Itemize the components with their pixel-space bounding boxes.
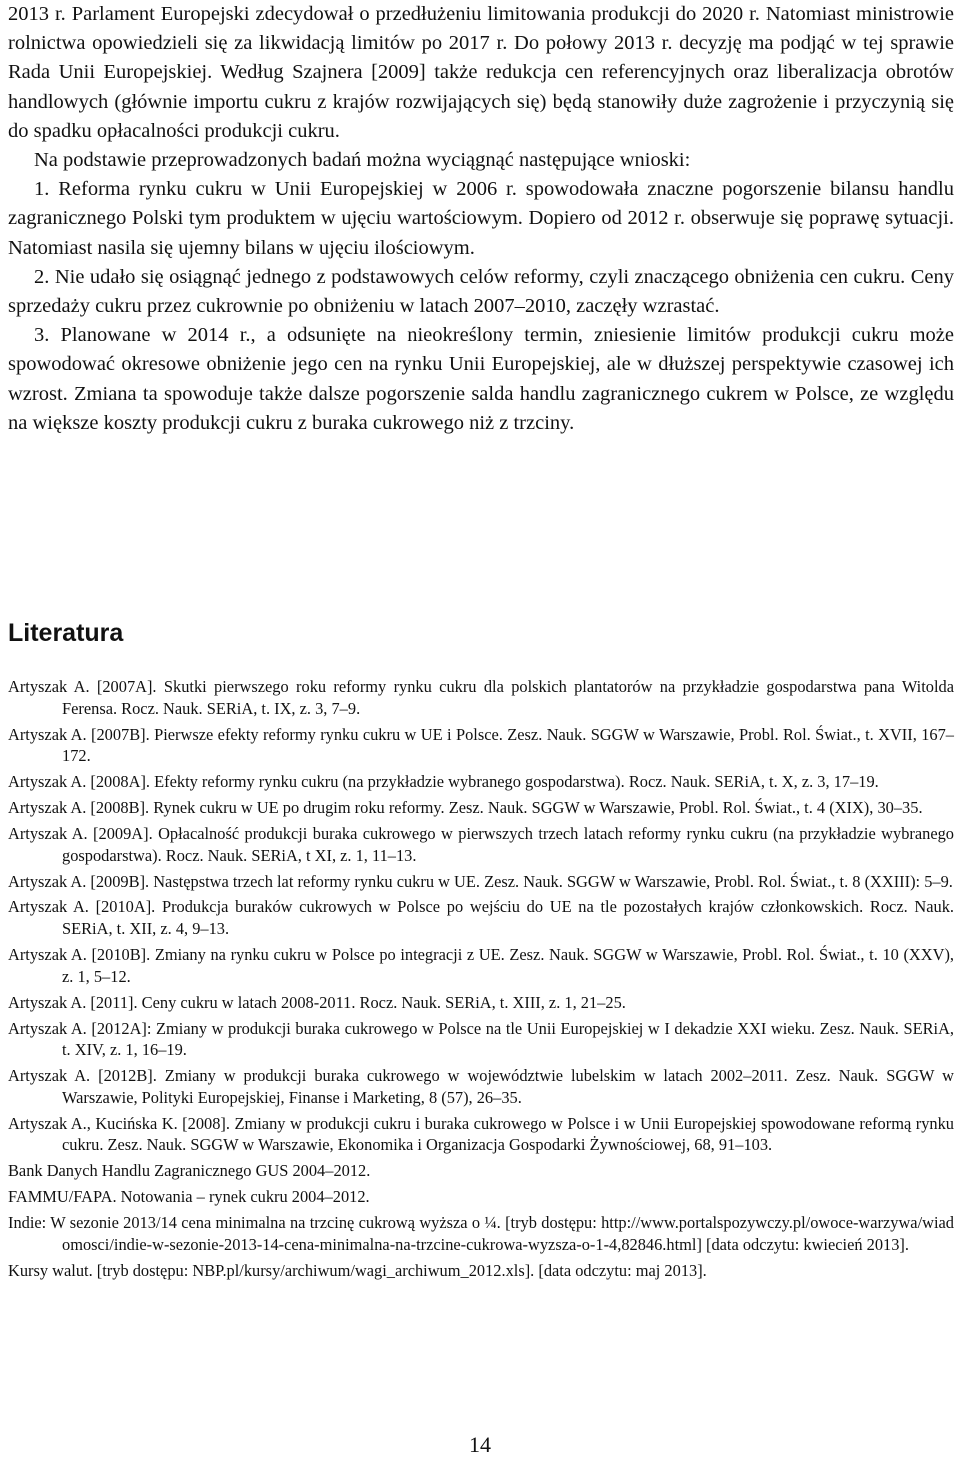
reference-item: Artyszak A. [2008A]. Efekty reformy rynku cukru (na przykładzie wybranego gospodarstwa). Rocz. Nauk. SERiA, t. X, z. 3, 17–19. — [8, 772, 879, 792]
page-number: 14 — [469, 1432, 491, 1457]
reference-item: Artyszak A. [2007A]. Skutki pierwszego roku reformy rynku cukru dla polskich plantatorów na przykładzie gospodarstwa pana Witolda Ferensa. Rocz. Nauk. SERiA, t. IX, z. 3, 7–9. — [8, 677, 954, 718]
reference-list — [8, 676, 954, 1286]
conclusions-lead: Na podstawie przeprowadzonych badań można wyciągnąć następujące wnioski: — [34, 149, 691, 172]
conclusion-2: 2. Nie udało się osiągnąć jednego z podstawowych celów reformy, czyli znaczącego obniżenia cen cukru. Ceny sprzedaży cukru przez cukrownie po obniżeniu w latach 2007–2010, zaczęły wzrastać. — [8, 265, 954, 318]
reference-item: Bank Danych Handlu Zagranicznego GUS 2004–2012. — [8, 1161, 371, 1181]
references-heading: Literatura — [8, 619, 124, 647]
reference-item: Artyszak A. [2012A]: Zmiany w produkcji buraka cukrowego w Polsce na tle Unii Europejskiej w I dekadzie XXI wieku. Zesz. Nauk. SERiA, t. XIV, z. 1, 16–19. — [8, 1018, 954, 1060]
reference-item: Artyszak A. [2012B]. Zmiany w produkcji buraka cukrowego w województwie lubelskim w latach 2002–2011. Zesz. Nauk. SGGW w Warszawie, Polityki Europejskiej, Finanse i Marketing, 8 (57), 26–35. — [8, 1066, 954, 1107]
reference-item: Artyszak A. [2010A]. Produkcja buraków cukrowych w Polsce po wejściu do UE na tle pozostałych krajów członkowskich. Rocz. Nauk. SERiA, t. XII, z. 4, 9–13. — [8, 897, 954, 939]
reference-item: FAMMU/FAPA. Notowania – rynek cukru 2004–2012. — [8, 1187, 370, 1207]
reference-item: Artyszak A. [2007B]. Pierwsze efekty reformy rynku cukru w UE i Polsce. Zesz. Nauk. SGGW w Warszawie, Probl. Rol. Świat., t. XVII, 167–172. — [8, 724, 954, 766]
reference-item: Artyszak A., Kucińska K. [2008]. Zmiany w produkcji cukru i buraka cukrowego w Polsce i w Unii Europejskiej spowodowane reformą rynku cukru. Zesz. Nauk. SGGW w Warszawie, Ekonomika i Organizacja Gospodarki Żywnościowej, 68, 91–103. — [8, 1113, 954, 1155]
reference-item: Artyszak A. [2009A]. Opłacalność produkcji buraka cukrowego w pierwszych trzech latach reformy rynku cukru (na przykładzie wybranego gospodarstwa). Rocz. Nauk. SERiA, t XI, z. 1, 11–13. — [8, 823, 954, 865]
reference-item: Indie: W sezonie 2013/14 cena minimalna na trzcinę cukrową wyższa o ¼. [tryb dostępu: http://www.portalspozywczy.pl/owoce-warzywa/wiadomosci/indie-w-sezonie-2013-14-cena-minimalna-na-trzcine-cukrowa-wyzsza-o-1-4,82846.html] [data odczytu: kwiecień 2013]. — [8, 1213, 954, 1254]
reference-item: Artyszak A. [2011]. Ceny cukru w latach 2008-2011. Rocz. Nauk. SERiA, t. XIII, z. 1, 21–25. — [8, 992, 626, 1012]
conclusion-1: 1. Reforma rynku cukru w Unii Europejskiej w 2006 r. spowodowała znaczne pogorszenie bilansu handlu zagranicznego Polski tym produktem w ujęciu wartościowym. Dopiero od 2012 r. obserwuje się poprawę sytuacji. Natomiast nasila się ujemny bilans w ujęciu ilościowym. — [8, 178, 954, 259]
reference-item: Artyszak A. [2010B]. Zmiany na rynku cukru w Polsce po integracji z UE. Zesz. Nauk. SGGW w Warszawie, Probl. Rol. Świat., t. 10 (XXV), z. 1, 5–12. — [8, 945, 954, 986]
reference-item: Kursy walut. [tryb dostępu: NBP.pl/kursy/archiwum/wagi_archiwum_2012.xls]. [data odczytu: maj 2013]. — [8, 1260, 707, 1280]
conclusion-3: 3. Planowane w 2014 r., a odsunięte na nieokreślony termin, zniesienie limitów produkcji cukru może spowodować okresowe obniżenie jego cen na rynku Unii Europejskiej, ale w dłuższej perspektywie czasowej ich wzrost. Zmiana ta spowoduje także dalsze pogorszenie salda handlu zagranicznego cukrem w Polsce, ze względu na większe koszty produkcji cukru z buraka cukrowego niż z trzciny. — [8, 324, 954, 434]
reference-item: Artyszak A. [2008B]. Rynek cukru w UE po drugim roku reformy. Zesz. Nauk. SGGW w Warszawie, Probl. Rol. Świat., t. 4 (XIX), 30–35. — [8, 798, 923, 818]
intro-paragraph: 2013 r. Parlament Europejski zdecydował o przedłużeniu limitowania produkcji do 2020 r. Natomiast ministrowie rolnictwa opowiedzieli się za likwidacją limitów po 2017 r. Do połowy 2013 r. decyzję ma podjąć w tej sprawie Rada Unii Europejskiej. Według Szajnera [2009] także redukcja cen referencyjnych oraz liberalizacja obrotów handlowych (głównie importu cukru z krajów rozwijających się) będą stanowiły duże zagrożenie i przyczynią się do spadku opłacalności produkcji cukru. — [8, 3, 954, 142]
reference-item: Artyszak A. [2009B]. Następstwa trzech lat reformy rynku cukru w UE. Zesz. Nauk. SGGW w Warszawie, Probl. Rol. Świat., t. 8 (XXIII): 5–9. — [8, 871, 953, 891]
body-text — [8, 0, 954, 438]
